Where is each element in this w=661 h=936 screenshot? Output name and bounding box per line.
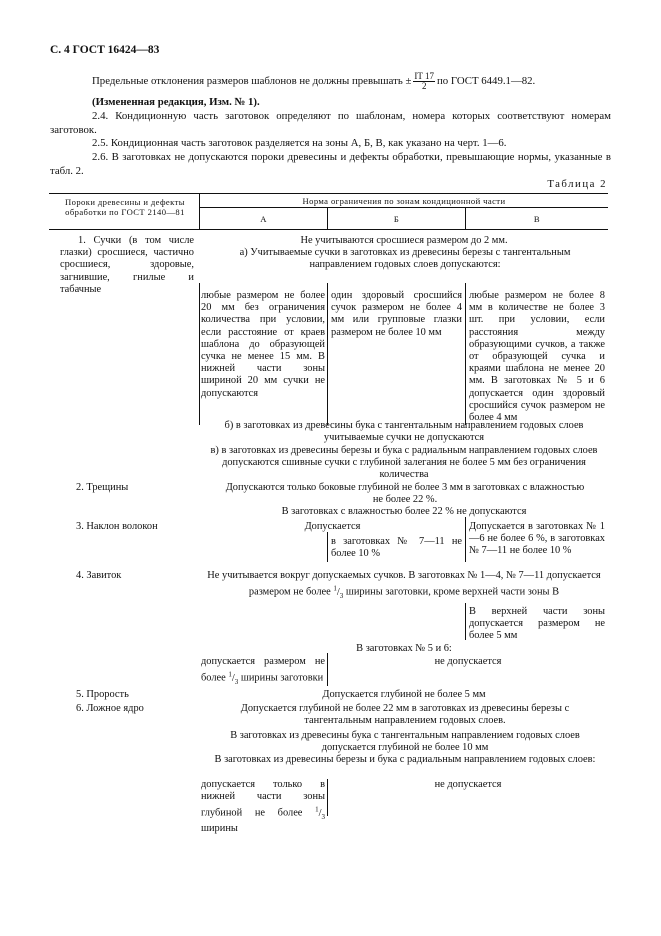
curl-a-fraction: $^1/_3$ bbox=[228, 670, 239, 686]
cracks-not-allowed: В заготовках с влажностью более 22 % не допускаются bbox=[281, 506, 527, 517]
knots-zone-v: любые размером не более 8 мм в количестве не более 3 шт. при условии, если расстояния между образующими сучков, а также от образующей сучка и краями шаблона не менее 20 мм. В заготовках № 5 и 6 допускается один здоровый сросшийся сучок размером не более 4 мм bbox=[469, 290, 605, 424]
page-header: С. 4 ГОСТ 16424—83 bbox=[50, 44, 160, 56]
knots-radial: в) в заготовках из древесины березы и бука с радиальным направлением годовых слоев допускаются сшивные сучки с глубиной залегания не более 5 мм без ограничения количества bbox=[210, 445, 598, 481]
knots-beech-tangential: б) в заготовках из древесины бука с тангентальным направлением годовых слоев учитываемые сучки не допускаются bbox=[224, 420, 584, 444]
false-heart-a-num: 1 bbox=[315, 805, 319, 814]
row-defect-cracks: 2. Трещины bbox=[76, 482, 129, 493]
false-heart-zone-bv: не допускается bbox=[434, 779, 502, 790]
curl-a-num: 1 bbox=[228, 670, 232, 679]
curl-text-a: Не учитывается вокруг допускаемых сучков. В заготовках № 1—4, № 7—11 допускается размером не более bbox=[207, 570, 601, 598]
row-defect-false-heart: 6. Ложное ядро bbox=[76, 703, 144, 714]
curl-a-den: 3 bbox=[234, 677, 239, 686]
tolerance-paragraph bbox=[92, 72, 612, 91]
false-heart-radial: В заготовках из древесины березы и бука с радиальным направлением годовых слоев: bbox=[214, 754, 596, 765]
knots-birch-tangential: а) Учитываемые сучки в заготовках из древесины березы с тангентальным направлением годовых слоев допускаются: bbox=[239, 247, 571, 271]
col-header-zone-v: В bbox=[533, 214, 541, 224]
tolerance-text-post: по ГОСТ 6449.1—82. bbox=[436, 74, 536, 87]
row-defect-grain-slope: 3. Наклон волокон bbox=[76, 521, 158, 532]
curl-zone-bv: не допускается bbox=[434, 656, 502, 667]
paragraph-2-4: 2.4. Кондиционную часть заготовок определяют по шаблонам, номера которых соответствуют номерам заготовок. bbox=[50, 110, 611, 136]
curl-zone-a bbox=[201, 656, 325, 688]
col-header-zone-b: Б bbox=[393, 214, 400, 224]
fraction-numerator: IT 17 bbox=[414, 71, 434, 81]
col-header-norm: Норма ограничения по зонам кондиционной части bbox=[302, 196, 506, 206]
false-heart-birch: Допускается глубиной не более 22 мм в заготовках из древесины березы с тангентальным направлением годовых слоев. bbox=[240, 703, 570, 727]
false-heart-a-text-post: ширины bbox=[201, 823, 238, 835]
curl-frac-den: 3 bbox=[339, 591, 344, 600]
false-heart-a-fraction: $^1/_3$ bbox=[315, 805, 325, 821]
tolerance-fraction bbox=[413, 72, 435, 91]
grain-slope-zone-ab: Допускается bbox=[304, 521, 361, 532]
col-header-defects: Пороки древесины и дефекты обработки по ГОСТ 2140—81 bbox=[65, 197, 185, 217]
knots-zone-b: один здоровый сросшийся сучок размером не более 4 мм или групповые глазки размером не более 10 мм bbox=[331, 290, 462, 338]
curl-blanks-5-6: В заготовках № 5 и 6: bbox=[356, 643, 452, 654]
cracks-allowed: Допускаются только боковые глубиной не более 3 мм в заготовках с влажностью не более 22 %. bbox=[225, 482, 585, 506]
grain-slope-zone-v: Допускается в заготовках № 1—6 не более 6 %, в заготовках № 7—11 не более 10 % bbox=[469, 521, 605, 557]
curl-a-text-pre: допускается размером не более bbox=[201, 656, 325, 684]
ingrown-bark-allowed: Допускается глубиной не более 5 мм bbox=[322, 689, 486, 700]
curl-zone-v: В верхней части зоны допускается размером не более 5 мм bbox=[469, 606, 605, 642]
false-heart-a-den: 3 bbox=[321, 812, 325, 821]
false-heart-a-text-pre: допускается только в нижней части зоны глубиной не более bbox=[201, 779, 325, 819]
tolerance-text-pre: Предельные отклонения размеров шаблонов не должны превышать ± bbox=[92, 74, 412, 87]
knots-zone-a: любые размером не более 20 мм без ограничения количества при условии, если расстояние от краев шаблона до образующей сучка не менее 15 мм. В нижней части зоны шириной 20 мм сучки не допускаются bbox=[201, 290, 325, 399]
row-defect-knots: 1. Сучки (в том числе глазки) сросшиеся, частично сросшиеся, здоровые, загнившие, гнилые и табачные bbox=[60, 235, 194, 295]
curl-frac-num: 1 bbox=[333, 584, 337, 593]
false-heart-zone-a bbox=[201, 779, 325, 835]
curl-a-text-post: ширины заготовки bbox=[240, 672, 324, 684]
false-heart-beech: В заготовках из древесины бука с тангентальным направлением годовых слоев допускается глубиной не более 10 мм bbox=[230, 730, 580, 754]
knots-not-counted: Не учитываются сросшиеся размером до 2 мм. bbox=[300, 235, 508, 246]
curl-fraction: $^1/_3$ bbox=[333, 584, 344, 600]
paragraph-2-5: 2.5. Кондиционная часть заготовок разделяется на зоны А, Б, В, как указано на черт. 1—6. bbox=[92, 137, 507, 149]
fraction-denominator: 2 bbox=[421, 81, 427, 91]
row-defect-curl: 4. Завиток bbox=[76, 570, 122, 581]
grain-slope-zone-b: в заготовках № 7—11 не более 10 % bbox=[331, 536, 462, 560]
edition-note: (Измененная редакция, Изм. № 1). bbox=[92, 96, 260, 108]
paragraph-2-6: 2.6. В заготовках не допускаются пороки древесины и дефекты обработки, превышающие нормы, указанные в табл. 2. bbox=[50, 151, 611, 177]
table-title: Таблица 2 bbox=[547, 178, 607, 190]
curl-not-counted bbox=[200, 570, 608, 602]
curl-text-b: ширины заготовки, кроме верхней части зоны В bbox=[345, 586, 560, 598]
col-header-zone-a: А bbox=[260, 214, 267, 224]
row-defect-ingrown-bark: 5. Прорость bbox=[76, 689, 129, 700]
